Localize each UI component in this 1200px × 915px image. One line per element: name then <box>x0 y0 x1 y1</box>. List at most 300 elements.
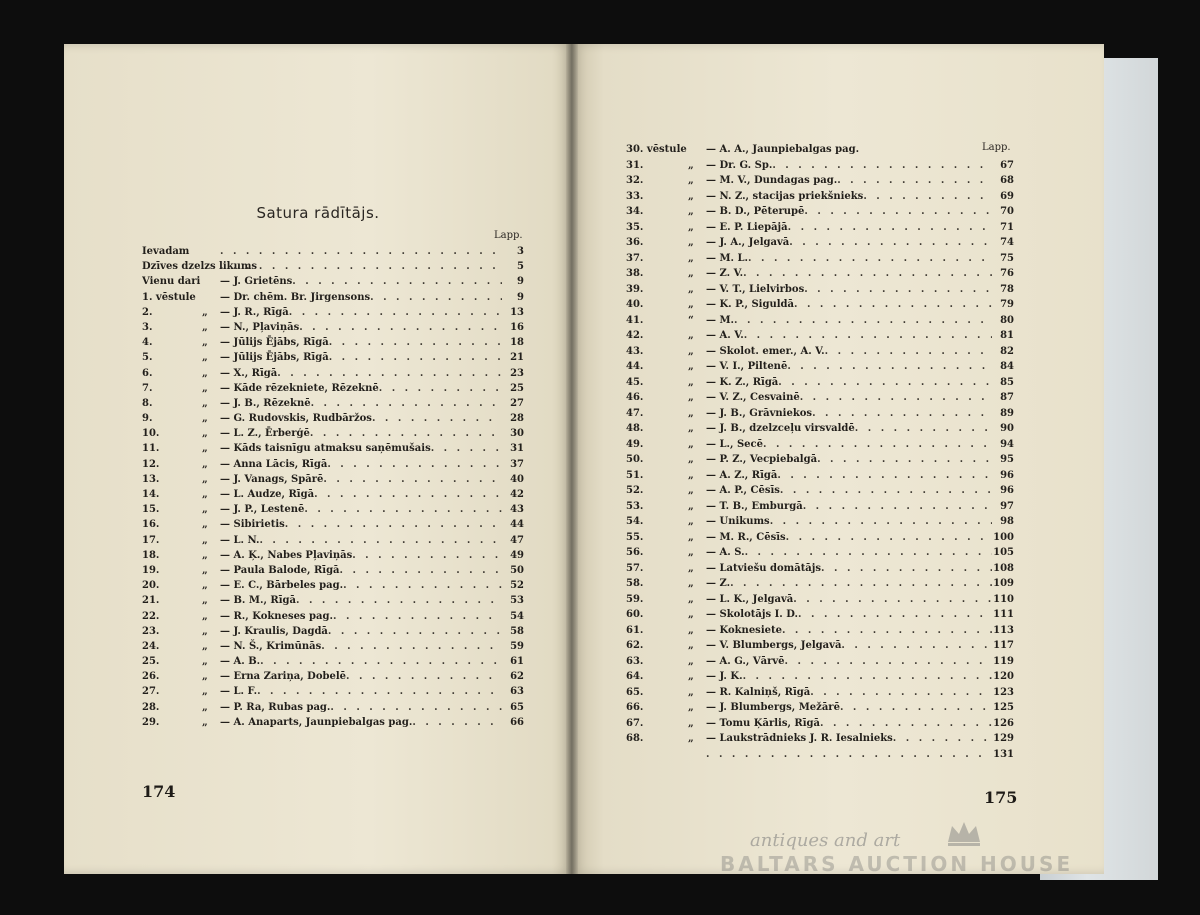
leader-dots <box>329 335 502 350</box>
entry-page-number: 81 <box>1000 330 1014 341</box>
leader-dots <box>289 305 502 320</box>
leader-dots <box>763 437 992 453</box>
entry-title: — Latviešu domātājs <box>706 562 822 574</box>
leader-dots <box>299 320 502 335</box>
leader-dots <box>730 576 992 592</box>
toc-entry <box>142 578 524 593</box>
entry-title: — P. Z., Vecpiebalgā <box>706 454 818 465</box>
toc-entry <box>626 390 1014 406</box>
entry-page-number: 105 <box>993 547 1014 558</box>
toc-entry <box>142 624 524 639</box>
entry-page-number: 59 <box>510 640 524 652</box>
entry-page-number: 9 <box>517 276 524 288</box>
entry-title: — L. K., Jelgavā <box>706 593 794 605</box>
entry-number: 12. <box>142 458 160 470</box>
toc-entry <box>626 142 1014 158</box>
leader-dots <box>412 715 502 730</box>
toc-entry <box>142 320 524 335</box>
entry-title: — Z. <box>706 578 731 589</box>
leader-dots <box>820 716 992 732</box>
entry-number: Ievadam <box>142 246 190 257</box>
toc-entry <box>142 290 524 305</box>
leader-dots <box>778 375 992 391</box>
ditto-mark: „ <box>688 609 694 620</box>
entry-number: Dzīves dzelzs likums <box>142 261 258 273</box>
entry-number: 65. <box>626 686 644 698</box>
entry-number: 24. <box>142 640 160 652</box>
leader-dots <box>257 684 502 699</box>
ditto-mark: „ <box>688 407 694 419</box>
ditto-mark: “ <box>688 314 694 326</box>
toc-entry <box>626 266 1014 282</box>
entry-page-number: 58 <box>510 625 524 637</box>
leader-dots <box>259 533 502 548</box>
ditto-mark: „ <box>202 625 208 637</box>
entry-number: 60. <box>626 609 644 620</box>
leader-dots <box>260 654 502 669</box>
entry-number: 30. vēstule <box>626 144 687 155</box>
toc-entry <box>142 426 524 441</box>
entry-page-number: 42 <box>510 489 524 500</box>
entry-title: — Sibirietis <box>220 519 285 531</box>
toc-entry <box>626 297 1014 313</box>
entry-number: 4. <box>142 337 153 349</box>
toc-entry <box>626 251 1014 267</box>
entry-title: — A. B. <box>220 656 261 668</box>
ditto-mark: „ <box>688 159 694 171</box>
toc-entry <box>142 487 524 502</box>
entry-title: — J. K. <box>706 671 743 682</box>
toc-entry <box>142 593 524 608</box>
toc-entry <box>142 548 524 563</box>
leader-dots <box>785 654 992 670</box>
toc-entry <box>142 381 524 396</box>
entry-page-number: 125 <box>993 702 1014 713</box>
entry-page-number: 61 <box>510 656 524 668</box>
ditto-mark: „ <box>202 519 208 531</box>
entry-title: — Laukstrādnieks J. R. Iesalnieks <box>706 733 893 744</box>
toc-entry <box>626 204 1014 220</box>
entry-title: — M. L. <box>706 252 749 264</box>
entry-title: — Koknesiete <box>706 624 782 636</box>
leader-dots <box>772 158 992 174</box>
entry-number: 25. <box>142 656 160 668</box>
entry-page-number: 31 <box>510 443 524 455</box>
page-column-label: Lapp. <box>494 230 523 241</box>
ditto-mark: „ <box>202 443 208 455</box>
leader-dots <box>787 359 992 375</box>
toc-entry <box>626 328 1014 344</box>
leader-dots <box>431 441 502 456</box>
toc-entry <box>142 244 524 259</box>
entry-title: — J. B., dzelzceļu virsvaldē <box>706 423 855 434</box>
entry-title: — Z. V. <box>706 268 744 279</box>
entry-title: — R., Kokneses pag. <box>220 610 333 622</box>
table-of-contents-left <box>142 244 524 730</box>
leader-dots <box>285 517 502 532</box>
entry-number: 15. <box>142 504 160 516</box>
toc-entry <box>626 561 1014 577</box>
entry-page-number: 44 <box>510 519 524 531</box>
page-column-label: Lapp. <box>982 142 1011 153</box>
ditto-mark: „ <box>202 489 208 500</box>
leader-dots <box>793 592 992 608</box>
leader-dots <box>798 607 992 623</box>
entry-title: — X., Rīgā <box>220 367 278 379</box>
toc-entry <box>142 305 524 320</box>
toc-entry <box>626 607 1014 623</box>
entry-title: — A. P., Cēsīs <box>706 485 780 496</box>
ditto-mark: „ <box>688 733 694 744</box>
entry-number: 59. <box>626 593 644 605</box>
toc-entry <box>142 533 524 548</box>
ditto-mark: „ <box>202 671 208 683</box>
leader-dots <box>794 297 992 313</box>
ditto-mark: „ <box>202 656 208 668</box>
toc-entry <box>626 313 1014 329</box>
entry-page-number: 27 <box>510 397 524 409</box>
toc-entry <box>142 609 524 624</box>
entry-title: — J. Blumbergs, Mežārē <box>706 702 840 713</box>
entry-page-number: 117 <box>993 640 1014 651</box>
entry-number: 9. <box>142 413 153 425</box>
entry-page-number: 18 <box>510 337 524 349</box>
entry-number: 53. <box>626 500 644 512</box>
leader-dots <box>810 685 992 701</box>
entry-number: 31. <box>626 159 644 171</box>
entry-title: — M. V., Dundagas pag. <box>706 175 838 186</box>
ditto-mark: „ <box>202 640 208 652</box>
entry-page-number: 95 <box>1000 454 1014 465</box>
entry-title: — L., Secē <box>706 438 763 450</box>
leader-dots <box>372 411 502 426</box>
leader-dots <box>782 623 992 639</box>
entry-page-number: 76 <box>1000 268 1014 279</box>
leader-dots <box>220 244 502 259</box>
entry-page-number: 62 <box>510 671 524 683</box>
toc-entry <box>142 517 524 532</box>
entry-number: 27. <box>142 686 160 698</box>
toc-entry <box>626 514 1014 530</box>
entry-page-number: 109 <box>993 578 1014 589</box>
entry-page-number: 78 <box>1000 283 1014 295</box>
entry-number: 22. <box>142 610 160 622</box>
ditto-mark: „ <box>688 268 694 279</box>
entry-page-number: 80 <box>1000 314 1014 326</box>
ditto-mark: „ <box>688 190 694 202</box>
leader-dots <box>748 251 992 267</box>
ditto-mark: „ <box>688 206 694 217</box>
entry-page-number: 71 <box>1000 221 1014 233</box>
leader-dots <box>789 235 992 251</box>
entry-page-number: 84 <box>1000 361 1014 372</box>
toc-entry <box>626 406 1014 422</box>
toc-entry <box>142 411 524 426</box>
leader-dots <box>277 366 502 381</box>
entry-page-number: 30 <box>510 428 524 440</box>
leader-dots <box>804 204 992 220</box>
ditto-mark: „ <box>688 593 694 605</box>
entry-page-number: 85 <box>1000 376 1014 388</box>
entry-number: 37. <box>626 252 644 264</box>
entry-title: — Jūlijs Ējābs, Rīgā <box>220 337 329 349</box>
leader-dots <box>310 426 502 441</box>
entry-number: 17. <box>142 534 160 546</box>
ditto-mark: „ <box>202 382 208 394</box>
toc-entry <box>626 716 1014 732</box>
table-of-contents-right <box>626 142 1014 762</box>
entry-title: — E. C., Bārbeles pag. <box>220 580 344 592</box>
ditto-mark: „ <box>688 392 694 403</box>
leader-dots <box>812 406 992 422</box>
page-number: 174 <box>142 782 176 801</box>
entry-number: 66. <box>626 702 644 713</box>
entry-title: — M. <box>706 314 735 326</box>
entry-title: — G. Rudovskis, Rudbāržos <box>220 413 372 425</box>
entry-number: 51. <box>626 469 644 481</box>
entry-title: — Dr. G. Sp. <box>706 159 773 171</box>
entry-number: 42. <box>626 330 644 341</box>
leader-dots <box>321 639 502 654</box>
entry-number: 6. <box>142 367 153 379</box>
left-page <box>64 44 572 874</box>
entry-title: — Jūlijs Ējābs, Rīgā <box>220 352 329 364</box>
toc-entry <box>626 282 1014 298</box>
entry-title: — P. Ra, Rubas pag. <box>220 701 331 713</box>
entry-page-number: 68 <box>1000 175 1014 186</box>
ditto-mark: „ <box>688 252 694 264</box>
entry-number: 13. <box>142 473 160 485</box>
entry-title: — Dr. chēm. Br. Jirgensons <box>220 291 371 303</box>
entry-title: — A. Ķ., Nabes Pļaviņās <box>220 549 353 561</box>
entry-number: 33. <box>626 190 644 202</box>
entry-page-number: 63 <box>510 686 524 698</box>
entry-title: — Skolotājs I. D. <box>706 609 799 620</box>
ditto-mark: „ <box>688 547 694 558</box>
leader-dots <box>788 220 992 236</box>
toc-entry <box>626 344 1014 360</box>
toc-entry <box>626 359 1014 375</box>
toc-entry <box>142 259 524 274</box>
entry-number: 3. <box>142 321 153 333</box>
leader-dots <box>311 396 502 411</box>
crown-icon <box>944 818 984 848</box>
toc-entry <box>142 654 524 669</box>
toc-entry <box>626 592 1014 608</box>
toc-entry <box>142 335 524 350</box>
ditto-mark: „ <box>202 397 208 409</box>
ditto-mark: „ <box>202 701 208 713</box>
toc-entry <box>626 375 1014 391</box>
entry-page-number: 129 <box>993 733 1014 744</box>
entry-number: 64. <box>626 671 644 682</box>
leader-dots <box>745 545 992 561</box>
ditto-mark: „ <box>202 580 208 592</box>
ditto-mark: „ <box>202 428 208 440</box>
toc-entry <box>626 545 1014 561</box>
entry-number: 32. <box>626 175 644 186</box>
entry-page-number: 23 <box>510 367 524 379</box>
entry-title: — Skolot. emer., A. V. <box>706 345 825 357</box>
entry-number: 67. <box>626 717 644 729</box>
ditto-mark: „ <box>688 702 694 713</box>
entry-title: — V. T., Lielvirbos <box>706 283 805 295</box>
leader-dots <box>314 487 502 502</box>
ditto-mark: „ <box>688 283 694 295</box>
entry-page-number: 108 <box>993 562 1014 574</box>
ditto-mark: „ <box>202 610 208 622</box>
ditto-mark: „ <box>688 469 694 481</box>
entry-title: — N., Pļaviņās <box>220 321 300 333</box>
leader-dots <box>706 747 992 763</box>
toc-entry <box>142 563 524 578</box>
leader-dots <box>777 468 992 484</box>
entry-page-number: 126 <box>993 717 1014 729</box>
entry-number: 41. <box>626 314 644 326</box>
entry-page-number: 96 <box>1000 485 1014 496</box>
ditto-mark: „ <box>688 175 694 186</box>
ditto-mark: „ <box>688 516 694 527</box>
toc-entry <box>626 638 1014 654</box>
toc-entry <box>142 472 524 487</box>
toc-entry <box>142 274 524 289</box>
toc-entry <box>142 366 524 381</box>
leader-dots <box>821 561 992 577</box>
entry-page-number: 53 <box>510 595 524 607</box>
entry-page-number: 120 <box>993 671 1014 682</box>
entry-page-number: 49 <box>510 549 524 561</box>
toc-entry <box>626 235 1014 251</box>
entry-page-number: 69 <box>1000 190 1014 202</box>
entry-number: 28. <box>142 701 160 713</box>
ditto-mark: „ <box>688 376 694 388</box>
entry-title: — A. S. <box>706 547 745 558</box>
entry-page-number: 94 <box>1000 438 1014 450</box>
toc-entry <box>626 220 1014 236</box>
toc-entry <box>142 457 524 472</box>
entry-title: — N. Š., Krimūnās <box>220 640 322 652</box>
entry-number: 48. <box>626 423 644 434</box>
ditto-mark: „ <box>688 624 694 636</box>
leader-dots <box>841 638 992 654</box>
entry-number: 46. <box>626 392 644 403</box>
entry-page-number: 9 <box>517 291 524 303</box>
ditto-mark: „ <box>202 352 208 364</box>
entry-number: 63. <box>626 655 644 667</box>
ditto-mark: „ <box>688 562 694 574</box>
toc-entry <box>626 421 1014 437</box>
toc-entry <box>142 700 524 715</box>
entry-number: 55. <box>626 531 644 543</box>
entry-title: — A. Z., Rīgā <box>706 469 778 481</box>
ditto-mark: „ <box>688 640 694 651</box>
entry-number: 5. <box>142 352 153 364</box>
toc-entry <box>626 437 1014 453</box>
entry-title: — L. Audze, Rīgā <box>220 489 315 500</box>
watermark-brand: BALTARS AUCTION HOUSE <box>720 852 1074 876</box>
entry-title: — A. Anaparts, Jaunpiebalgas pag. <box>220 716 413 728</box>
leader-dots <box>330 700 502 715</box>
toc-entry <box>142 350 524 365</box>
entry-page-number: 98 <box>1000 516 1014 527</box>
entry-page-number: 119 <box>993 655 1014 667</box>
entry-number: 26. <box>142 671 160 683</box>
toc-entry <box>626 669 1014 685</box>
leader-dots <box>825 344 992 360</box>
leader-dots <box>328 624 502 639</box>
entry-page-number: 47 <box>510 534 524 546</box>
entry-number: 19. <box>142 564 160 576</box>
leader-dots <box>855 421 992 437</box>
entry-title: — B. D., Pēterupē <box>706 206 805 217</box>
leader-dots <box>837 173 992 189</box>
entry-number: 54. <box>626 516 644 527</box>
leader-dots <box>800 390 992 406</box>
ditto-mark: „ <box>202 367 208 379</box>
toc-entry <box>626 173 1014 189</box>
entry-title: — B. M., Rīgā <box>220 595 296 607</box>
entry-title: — R. Kalniņš, Rīgā <box>706 686 811 698</box>
ditto-mark: „ <box>688 330 694 341</box>
entry-title: — J. R., Rīgā <box>220 306 289 318</box>
entry-title: — J. B., Grāvniekos <box>706 407 813 419</box>
toc-entry <box>626 654 1014 670</box>
ditto-mark: „ <box>202 534 208 546</box>
entry-title: — V. Blumbergs, Jelgavā <box>706 640 842 651</box>
toc-entry <box>626 158 1014 174</box>
entry-number: 10. <box>142 428 160 440</box>
ditto-mark: „ <box>688 221 694 233</box>
leader-dots <box>770 514 992 530</box>
entry-number: 49. <box>626 438 644 450</box>
entry-number: 62. <box>626 640 644 651</box>
entry-title: — A. G., Vārvē <box>706 655 785 667</box>
entry-page-number: 90 <box>1000 423 1014 434</box>
entry-number: 8. <box>142 397 153 409</box>
entry-title: — K. P., Siguldā <box>706 299 794 310</box>
entry-page-number: 75 <box>1000 252 1014 264</box>
toc-entry <box>142 502 524 517</box>
leader-dots <box>346 669 502 684</box>
ditto-mark: „ <box>688 531 694 543</box>
entry-page-number: 43 <box>510 504 524 516</box>
entry-page-number: 111 <box>993 609 1014 620</box>
entry-page-number: 65 <box>510 701 524 713</box>
entry-page-number: 25 <box>510 382 524 394</box>
entry-number: 56. <box>626 547 644 558</box>
entry-page-number: 113 <box>993 624 1014 636</box>
ditto-mark: „ <box>688 299 694 310</box>
toc-entry <box>626 700 1014 716</box>
toc-entry <box>626 499 1014 515</box>
toc-entry <box>142 715 524 730</box>
leader-dots <box>343 578 502 593</box>
entry-number: 16. <box>142 519 160 531</box>
entry-page-number: 79 <box>1000 299 1014 310</box>
entry-number: 34. <box>626 206 644 217</box>
leader-dots <box>840 700 992 716</box>
ditto-mark: „ <box>688 578 694 589</box>
entry-page-number: 13 <box>510 306 524 318</box>
entry-title: — Unikums <box>706 516 770 527</box>
book-spine <box>566 44 578 874</box>
entry-number: 40. <box>626 299 644 310</box>
ditto-mark: „ <box>688 485 694 496</box>
entry-title: — N. Z., stacijas priekšnieks <box>706 190 864 202</box>
entry-title: — J. B., Rēzeknē <box>220 397 311 409</box>
toc-entry <box>142 441 524 456</box>
entry-title: — Erna Zariņa, Dobelē <box>220 671 347 683</box>
